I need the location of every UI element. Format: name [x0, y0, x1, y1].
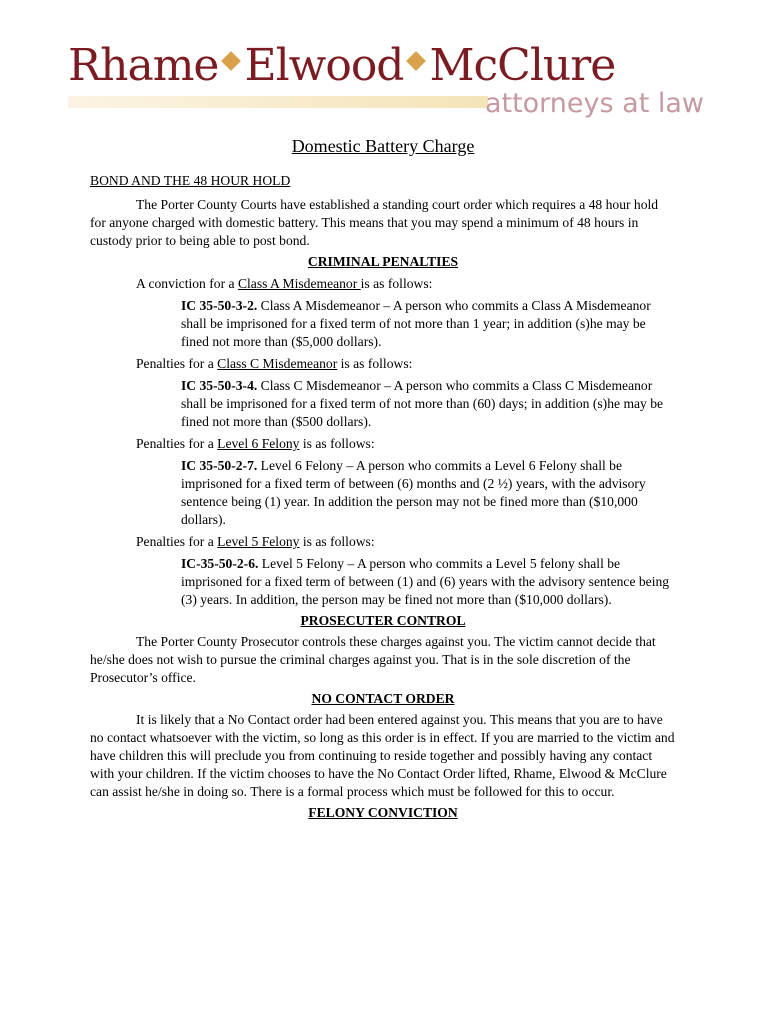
statute-text: [90, 457, 676, 529]
statute-text: [90, 297, 676, 351]
penalty-lead-suffix: is as follows:: [299, 436, 375, 451]
bond-heading: BOND AND THE 48 HOUR HOLD: [90, 173, 291, 188]
diamond-icon: [222, 51, 242, 71]
statute-text: [90, 377, 676, 431]
logo-subtitle: attorneys at law: [484, 88, 704, 119]
statute-code: IC 35-50-3-2.: [181, 298, 258, 313]
penalty-lead-suffix: is as follows:: [299, 534, 375, 549]
penalty-level-6: [90, 435, 676, 529]
prosecutor-control-heading: PROSECUTER CONTROL: [300, 613, 466, 628]
statute-text: [90, 555, 676, 609]
statute-code: IC 35-50-3-4.: [181, 378, 258, 393]
logo-name-rhame: Rhame: [68, 40, 219, 91]
prosecutor-paragraph: The Porter County Prosecutor controls these charges against you. The victim cannot decide that he/she does not wish to pursue the criminal charges against you. That is in the sole discretion of the Prosecutor’s office.: [90, 634, 656, 685]
criminal-penalties-heading: CRIMINAL PENALTIES: [307, 254, 459, 269]
logo-name-mcclure: McClure: [429, 40, 616, 91]
logo-underline-bar: [68, 96, 488, 108]
penalty-lead-prefix: A conviction for a: [136, 276, 238, 291]
penalty-lead: [90, 275, 676, 293]
penalty-type: Class C Misdemeanor: [217, 356, 338, 371]
penalty-lead-suffix: is as follows:: [337, 356, 413, 371]
firm-logo: [68, 38, 708, 120]
penalty-lead: [90, 355, 676, 373]
penalty-lead-suffix: is as follows:: [360, 276, 433, 291]
statute-body: Level 5 Felony – A person who commits a Level 5 felony shall be imprisoned for a fixed term of between (1) and (6) years with the advisory sentence being (3) years. In addition, the person may be fined not more than ($10,000 dollars).: [181, 556, 670, 607]
bond-paragraph: The Porter County Courts have established a standing court order which requires a 48 hour hold for anyone charged with domestic battery. This means that you may spend a minimum of 48 hours in custody prior to being able to post bond.: [90, 197, 659, 248]
statute-body: Class A Misdemeanor – A person who commits a Class A Misdemeanor shall be imprisoned for a fixed term of not more than 1 year; in addition (s)he may be fined not more than ($5,000 dollars).: [181, 298, 651, 349]
diamond-icon: [407, 51, 427, 71]
penalty-type: Class A Misdemeanor: [237, 276, 361, 291]
statute-code: IC 35-50-2-7.: [181, 458, 258, 473]
penalty-class-a: [90, 275, 676, 351]
penalty-level-5: [90, 533, 676, 609]
penalty-lead: [90, 533, 676, 551]
logo-name-elwood: Elwood: [244, 40, 404, 91]
document-title: Domestic Battery Charge: [291, 136, 475, 156]
penalty-lead-prefix: Penalties for a: [136, 534, 218, 549]
no-contact-order-heading: NO CONTACT ORDER: [311, 691, 455, 706]
penalty-type: Level 6 Felony: [217, 436, 300, 451]
no-contact-order-paragraph: It is likely that a No Contact order had been entered against you. This means that you are to have no contact whatsoever with the victim, so long as this order is in effect. If you are married to the victim and have children this will preclude you from continuing to reside together and possibly having any contact with your children. If the victim chooses to have the No Contact Order lifted, Rhame, Elwood & McClure can assist he/she in doing so. There is a formal process which must be followed for this to occur.: [90, 712, 675, 799]
penalty-type: Level 5 Felony: [217, 534, 300, 549]
document-body: [90, 134, 676, 825]
penalty-lead: [90, 435, 676, 453]
statute-body: Class C Misdemeanor – A person who commits a Class C Misdemeanor shall be imprisoned for a fixed term of not more than (60) days; in addition (s)he may be fined not more than ($500 dollars).: [181, 378, 664, 429]
statute-code: IC-35-50-2-6.: [181, 556, 259, 571]
logo-name: [68, 38, 615, 94]
penalty-lead-prefix: Penalties for a: [136, 356, 218, 371]
statute-body: Level 6 Felony – A person who commits a Level 6 Felony shall be imprisoned for a fixed term of between (6) months and (2 ½) years, with the advisory sentence being (1) year. In addition the person may not be fined more than ($10,000 dollars).: [181, 458, 646, 527]
penalty-lead-prefix: Penalties for a: [136, 436, 218, 451]
felony-conviction-heading: FELONY CONVICTION: [308, 805, 458, 820]
penalty-class-c: [90, 355, 676, 431]
